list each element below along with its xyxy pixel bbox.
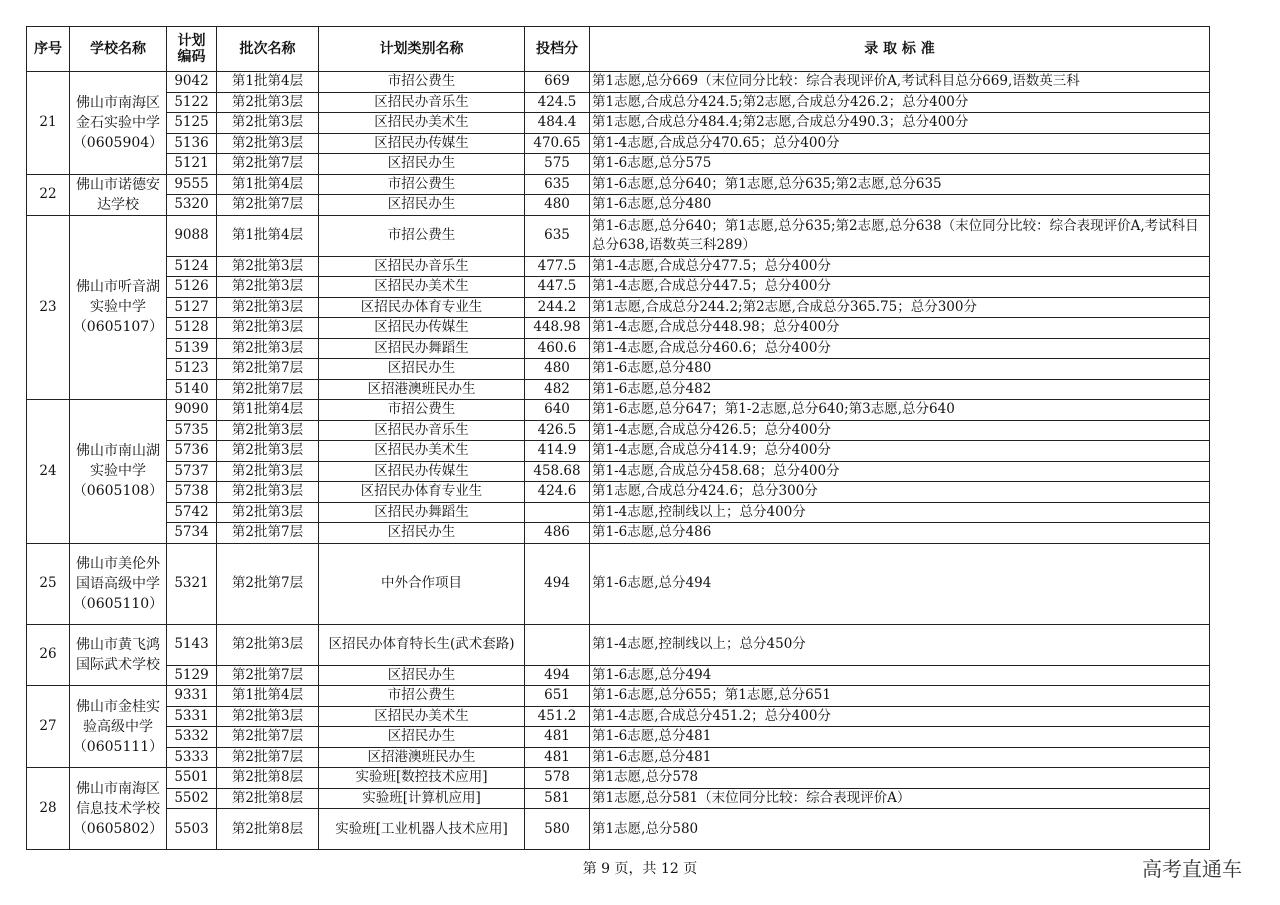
plan-category-cell: 区招民办舞蹈生: [319, 502, 525, 523]
plan-category-cell: 区招民办体育专业生: [319, 297, 525, 318]
plan-code-cell: 9331: [167, 686, 217, 707]
header-school: 学校名称: [70, 27, 167, 72]
standard-cell: 第1志愿,合成总分484.4;第2志愿,合成总分490.3；总分400分: [590, 113, 1210, 134]
batch-name-cell: 第2批第3层: [217, 624, 319, 665]
school-name-cell: 佛山市听音湖实验中学（0605107）: [70, 215, 167, 400]
standard-cell: 第1-4志愿,合成总分447.5；总分400分: [590, 277, 1210, 298]
score-cell: 244.2: [525, 297, 590, 318]
header-code: 计划编码: [167, 27, 217, 72]
score-cell: 494: [525, 665, 590, 686]
score-cell: [525, 502, 590, 523]
score-cell: 580: [525, 809, 590, 850]
score-cell: 481: [525, 727, 590, 748]
score-cell: 635: [525, 215, 590, 256]
batch-name-cell: 第2批第3层: [217, 441, 319, 462]
plan-category-cell: 区招民办舞蹈生: [319, 338, 525, 359]
batch-name-cell: 第2批第7层: [217, 727, 319, 748]
standard-cell: 第1志愿,总分581（末位同分比较：综合表现评价A）: [590, 788, 1210, 809]
school-name-cell: 佛山市金桂实验高级中学（0605111）: [70, 686, 167, 768]
table-row: [27, 461, 1210, 482]
standard-cell: 第1-6志愿,总分647；第1-2志愿,总分640;第3志愿,总分640: [590, 400, 1210, 421]
batch-name-cell: 第2批第7层: [217, 195, 319, 216]
batch-name-cell: 第2批第3层: [217, 318, 319, 339]
standard-cell: 第1-6志愿,总分640；第1志愿,总分635;第2志愿,总分635: [590, 174, 1210, 195]
table-row: [27, 154, 1210, 175]
batch-name-cell: 第2批第3层: [217, 338, 319, 359]
batch-name-cell: 第2批第7层: [217, 523, 319, 544]
score-cell: [525, 624, 590, 665]
table-row: [27, 215, 1210, 256]
header-seq: 序号: [27, 27, 70, 72]
score-cell: 424.5: [525, 92, 590, 113]
plan-code-cell: 9090: [167, 400, 217, 421]
score-cell: 651: [525, 686, 590, 707]
score-cell: 480: [525, 359, 590, 380]
plan-category-cell: 实验班[计算机应用]: [319, 788, 525, 809]
plan-code-cell: 5127: [167, 297, 217, 318]
score-cell: 470.65: [525, 133, 590, 154]
table-row: [27, 297, 1210, 318]
plan-code-cell: 5331: [167, 706, 217, 727]
plan-code-cell: 5501: [167, 768, 217, 789]
score-cell: 494: [525, 543, 590, 624]
plan-category-cell: 区招民办传媒生: [319, 461, 525, 482]
seq-cell: 25: [27, 543, 70, 624]
table-row: [27, 768, 1210, 789]
plan-category-cell: 区招民办生: [319, 665, 525, 686]
batch-name-cell: 第2批第3层: [217, 297, 319, 318]
batch-name-cell: 第1批第4层: [217, 215, 319, 256]
admission-table: [26, 26, 1210, 850]
score-cell: 581: [525, 788, 590, 809]
batch-name-cell: 第2批第3层: [217, 420, 319, 441]
header-category: 计划类别名称: [319, 27, 525, 72]
standard-cell: 第1志愿,总分578: [590, 768, 1210, 789]
standard-cell: 第1-4志愿,合成总分460.6；总分400分: [590, 338, 1210, 359]
plan-code-cell: 5121: [167, 154, 217, 175]
batch-name-cell: 第1批第4层: [217, 72, 319, 93]
plan-category-cell: 区招民办生: [319, 154, 525, 175]
plan-category-cell: 市招公费生: [319, 686, 525, 707]
score-cell: 635: [525, 174, 590, 195]
plan-category-cell: 区招民办音乐生: [319, 256, 525, 277]
seq-cell: 26: [27, 624, 70, 686]
score-cell: 460.6: [525, 338, 590, 359]
standard-cell: 第1-4志愿,合成总分451.2；总分400分: [590, 706, 1210, 727]
plan-code-cell: 5124: [167, 256, 217, 277]
standard-cell: 第1-6志愿,总分486: [590, 523, 1210, 544]
batch-name-cell: 第1批第4层: [217, 400, 319, 421]
table-row: [27, 624, 1210, 665]
table-row: [27, 400, 1210, 421]
school-name-cell: 佛山市美伦外国语高级中学（0605110）: [70, 543, 167, 624]
plan-category-cell: 区招民办音乐生: [319, 420, 525, 441]
standard-cell: 第1-4志愿,合成总分426.5；总分400分: [590, 420, 1210, 441]
plan-category-cell: 区招民办生: [319, 523, 525, 544]
table-row: [27, 318, 1210, 339]
batch-name-cell: 第2批第3层: [217, 92, 319, 113]
table-row: [27, 420, 1210, 441]
plan-code-cell: 5735: [167, 420, 217, 441]
header-score: 投档分: [525, 27, 590, 72]
table-row: [27, 788, 1210, 809]
table-row: [27, 727, 1210, 748]
plan-code-cell: 5734: [167, 523, 217, 544]
plan-code-cell: 5123: [167, 359, 217, 380]
standard-cell: 第1志愿,总分669（末位同分比较：综合表现评价A,考试科目总分669,语数英三科: [590, 72, 1210, 93]
score-cell: 448.98: [525, 318, 590, 339]
standard-cell: 第1-4志愿,控制线以上；总分400分: [590, 502, 1210, 523]
seq-cell: 22: [27, 174, 70, 215]
plan-category-cell: 区招民办体育特长生(武术套路): [319, 624, 525, 665]
batch-name-cell: 第2批第3层: [217, 277, 319, 298]
plan-code-cell: 5143: [167, 624, 217, 665]
score-cell: 486: [525, 523, 590, 544]
plan-code-cell: 5738: [167, 482, 217, 503]
table-row: [27, 256, 1210, 277]
batch-name-cell: 第2批第3层: [217, 461, 319, 482]
plan-category-cell: 区招民办美术生: [319, 441, 525, 462]
standard-cell: 第1志愿,合成总分244.2;第2志愿,合成总分365.75；总分300分: [590, 297, 1210, 318]
table-row: [27, 809, 1210, 850]
standard-cell: 第1-6志愿,总分655；第1志愿,总分651: [590, 686, 1210, 707]
plan-code-cell: 5125: [167, 113, 217, 134]
table-row: [27, 665, 1210, 686]
plan-category-cell: 实验班[数控技术应用]: [319, 768, 525, 789]
plan-code-cell: 5128: [167, 318, 217, 339]
plan-category-cell: 市招公费生: [319, 174, 525, 195]
plan-code-cell: 5333: [167, 747, 217, 768]
score-cell: 484.4: [525, 113, 590, 134]
plan-category-cell: 区招民办美术生: [319, 706, 525, 727]
plan-code-cell: 5139: [167, 338, 217, 359]
batch-name-cell: 第2批第3层: [217, 706, 319, 727]
plan-category-cell: 区招民办体育专业生: [319, 482, 525, 503]
standard-cell: 第1-6志愿,总分494: [590, 543, 1210, 624]
school-name-cell: 佛山市南海区信息技术学校（0605802）: [70, 768, 167, 850]
batch-name-cell: 第2批第7层: [217, 359, 319, 380]
plan-category-cell: 区招港澳班民办生: [319, 379, 525, 400]
table-row: [27, 277, 1210, 298]
standard-cell: 第1志愿,合成总分424.5;第2志愿,合成总分426.2；总分400分: [590, 92, 1210, 113]
header-standard: 录 取 标 准: [590, 27, 1210, 72]
plan-category-cell: 中外合作项目: [319, 543, 525, 624]
standard-cell: 第1-6志愿,总分480: [590, 195, 1210, 216]
batch-name-cell: 第2批第7层: [217, 543, 319, 624]
score-cell: 480: [525, 195, 590, 216]
standard-cell: 第1-4志愿,合成总分470.65；总分400分: [590, 133, 1210, 154]
score-cell: 578: [525, 768, 590, 789]
plan-category-cell: 实验班[工业机器人技术应用]: [319, 809, 525, 850]
batch-name-cell: 第2批第3层: [217, 113, 319, 134]
plan-code-cell: 9042: [167, 72, 217, 93]
standard-cell: 第1-4志愿,合成总分414.9；总分400分: [590, 441, 1210, 462]
standard-cell: 第1-6志愿,总分575: [590, 154, 1210, 175]
plan-code-cell: 5737: [167, 461, 217, 482]
table-row: [27, 482, 1210, 503]
score-cell: 575: [525, 154, 590, 175]
plan-code-cell: 5140: [167, 379, 217, 400]
batch-name-cell: 第1批第4层: [217, 174, 319, 195]
standard-cell: 第1-6志愿,总分480: [590, 359, 1210, 380]
table-row: [27, 441, 1210, 462]
standard-cell: 第1-6志愿,总分482: [590, 379, 1210, 400]
table-row: [27, 113, 1210, 134]
standard-cell: 第1-4志愿,合成总分458.68；总分400分: [590, 461, 1210, 482]
plan-category-cell: 区招民办生: [319, 195, 525, 216]
plan-category-cell: 市招公费生: [319, 400, 525, 421]
score-cell: 426.5: [525, 420, 590, 441]
standard-cell: 第1志愿,总分580: [590, 809, 1210, 850]
batch-name-cell: 第2批第7层: [217, 379, 319, 400]
batch-name-cell: 第2批第3层: [217, 482, 319, 503]
table-row: [27, 747, 1210, 768]
table-row: [27, 523, 1210, 544]
plan-code-cell: 5122: [167, 92, 217, 113]
standard-cell: 第1-6志愿,总分481: [590, 747, 1210, 768]
school-name-cell: 佛山市南山湖实验中学（0605108）: [70, 400, 167, 544]
seq-cell: 21: [27, 72, 70, 175]
standard-cell: 第1-6志愿,总分640；第1志愿,总分635;第2志愿,总分638（末位同分比较：综合表现评价A,考试科目总分638,语数英三科289）: [590, 215, 1210, 256]
table-row: [27, 502, 1210, 523]
score-cell: 458.68: [525, 461, 590, 482]
table-row: [27, 92, 1210, 113]
plan-category-cell: 区招民办传媒生: [319, 318, 525, 339]
table-row: [27, 133, 1210, 154]
table-row: [27, 195, 1210, 216]
table-row: [27, 706, 1210, 727]
header-batch: 批次名称: [217, 27, 319, 72]
standard-cell: 第1-4志愿,合成总分477.5；总分400分: [590, 256, 1210, 277]
batch-name-cell: 第2批第3层: [217, 133, 319, 154]
plan-code-cell: 9555: [167, 174, 217, 195]
table-body: [27, 72, 1210, 850]
plan-category-cell: 区招民办美术生: [319, 277, 525, 298]
table-row: [27, 338, 1210, 359]
seq-cell: 27: [27, 686, 70, 768]
table-row: [27, 359, 1210, 380]
plan-code-cell: 5736: [167, 441, 217, 462]
table-row: [27, 686, 1210, 707]
standard-cell: 第1-6志愿,总分494: [590, 665, 1210, 686]
plan-code-cell: 5129: [167, 665, 217, 686]
plan-category-cell: 区招港澳班民办生: [319, 747, 525, 768]
batch-name-cell: 第2批第8层: [217, 768, 319, 789]
batch-name-cell: 第2批第3层: [217, 502, 319, 523]
standard-cell: 第1志愿,合成总分424.6；总分300分: [590, 482, 1210, 503]
batch-name-cell: 第2批第7层: [217, 747, 319, 768]
school-name-cell: 佛山市南海区金石实验中学（0605904）: [70, 72, 167, 175]
plan-code-cell: 5136: [167, 133, 217, 154]
score-cell: 424.6: [525, 482, 590, 503]
plan-category-cell: 市招公费生: [319, 72, 525, 93]
table-row: [27, 72, 1210, 93]
plan-code-cell: 5332: [167, 727, 217, 748]
standard-cell: 第1-4志愿,合成总分448.98；总分400分: [590, 318, 1210, 339]
seq-cell: 23: [27, 215, 70, 400]
plan-code-cell: 5321: [167, 543, 217, 624]
plan-code-cell: 5320: [167, 195, 217, 216]
score-cell: 477.5: [525, 256, 590, 277]
table-row: [27, 543, 1210, 624]
score-cell: 481: [525, 747, 590, 768]
score-cell: 669: [525, 72, 590, 93]
batch-name-cell: 第2批第7层: [217, 665, 319, 686]
plan-code-cell: 5742: [167, 502, 217, 523]
plan-category-cell: 区招民办生: [319, 359, 525, 380]
standard-cell: 第1-6志愿,总分481: [590, 727, 1210, 748]
batch-name-cell: 第2批第8层: [217, 809, 319, 850]
plan-category-cell: 区招民办美术生: [319, 113, 525, 134]
batch-name-cell: 第1批第4层: [217, 686, 319, 707]
plan-code-cell: 5502: [167, 788, 217, 809]
plan-category-cell: 市招公费生: [319, 215, 525, 256]
seq-cell: 24: [27, 400, 70, 544]
score-cell: 451.2: [525, 706, 590, 727]
score-cell: 482: [525, 379, 590, 400]
school-name-cell: 佛山市诺德安达学校: [70, 174, 167, 215]
plan-category-cell: 区招民办传媒生: [319, 133, 525, 154]
watermark: 高考直通车: [1142, 857, 1242, 881]
plan-code-cell: 5503: [167, 809, 217, 850]
table-row: [27, 379, 1210, 400]
plan-category-cell: 区招民办生: [319, 727, 525, 748]
score-cell: 414.9: [525, 441, 590, 462]
plan-code-cell: 5126: [167, 277, 217, 298]
page-footer: 第 9 页，共 12 页: [582, 861, 698, 877]
plan-code-cell: 9088: [167, 215, 217, 256]
standard-cell: 第1-4志愿,控制线以上；总分450分: [590, 624, 1210, 665]
school-name-cell: 佛山市黄飞鸿国际武术学校: [70, 624, 167, 686]
header-row: [27, 27, 1210, 72]
batch-name-cell: 第2批第3层: [217, 256, 319, 277]
seq-cell: 28: [27, 768, 70, 850]
batch-name-cell: 第2批第8层: [217, 788, 319, 809]
batch-name-cell: 第2批第7层: [217, 154, 319, 175]
score-cell: 447.5: [525, 277, 590, 298]
table-row: [27, 174, 1210, 195]
score-cell: 640: [525, 400, 590, 421]
plan-category-cell: 区招民办音乐生: [319, 92, 525, 113]
